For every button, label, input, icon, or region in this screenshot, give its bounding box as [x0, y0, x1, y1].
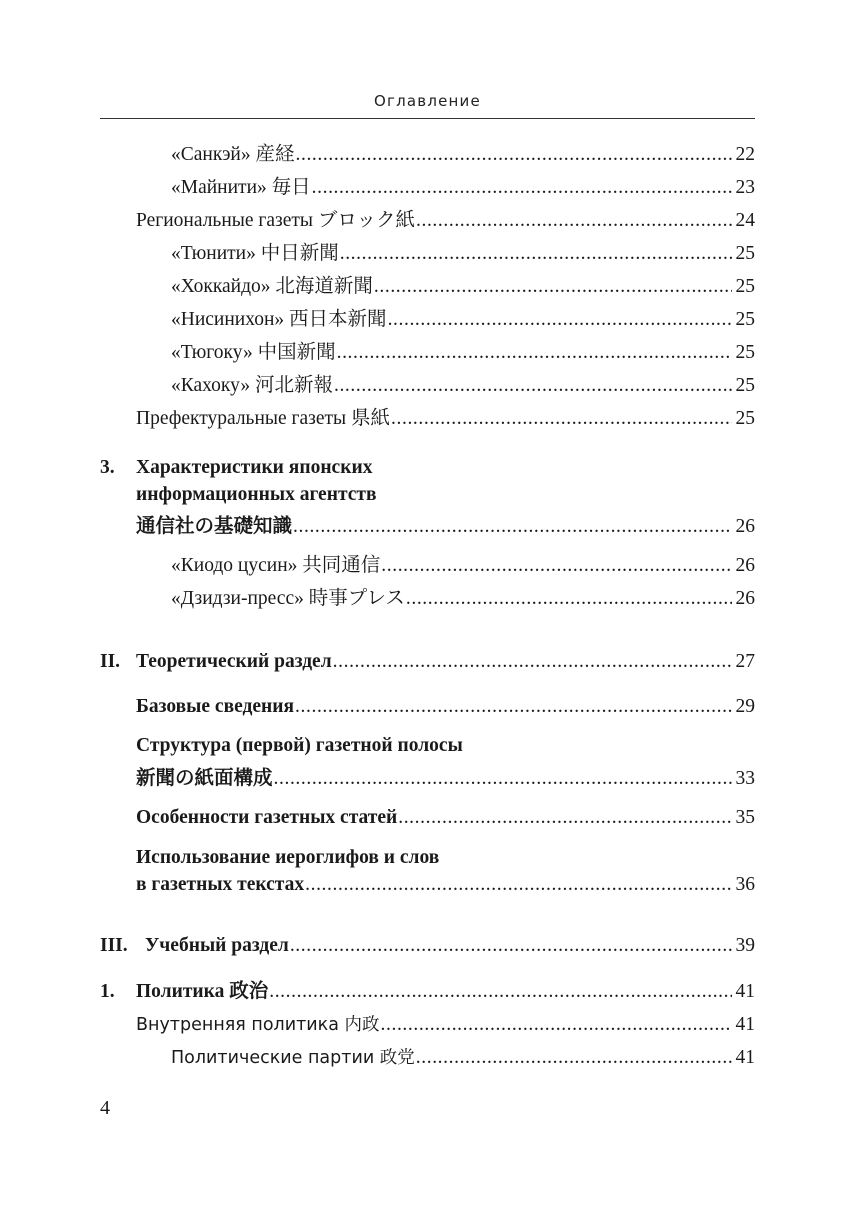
leader-dots	[305, 872, 731, 898]
toc-entry[interactable]	[100, 307, 755, 333]
toc-section-heading-line	[100, 845, 755, 871]
toc-entry-page: 24	[735, 210, 755, 231]
toc-entry[interactable]	[100, 649, 755, 675]
leader-dots	[337, 340, 732, 366]
toc-entry-page: 25	[735, 408, 755, 429]
toc-entry[interactable]	[100, 514, 755, 540]
toc-entry-title: Структура (первой) газетной полосы	[136, 735, 463, 756]
toc-entry-title: Характеристики японских	[136, 457, 373, 478]
toc-entry-title: Политика 政治	[136, 981, 269, 1002]
leader-dots	[381, 553, 731, 579]
toc-entry[interactable]	[100, 208, 755, 234]
toc-entry-title: Теоретический раздел	[136, 651, 332, 672]
toc-entry[interactable]	[100, 872, 755, 898]
toc-entry-page: 25	[735, 309, 755, 330]
toc-entry[interactable]	[100, 340, 755, 366]
toc-entry[interactable]	[100, 586, 755, 612]
leader-dots	[416, 208, 732, 234]
toc-entry-title: «Санкэй» 産経	[171, 144, 295, 165]
toc-entry-page: 27	[735, 651, 755, 672]
toc-entry-page: 29	[735, 696, 755, 717]
toc-entry-title: «Тюгоку» 中国新聞	[171, 342, 336, 363]
toc-entry-page: 26	[735, 516, 755, 537]
toc-entry-page: 26	[735, 588, 755, 609]
page-number: 4	[100, 1097, 110, 1119]
leader-dots	[274, 766, 732, 792]
leader-dots	[388, 307, 732, 333]
toc-entry-title: «Майнити» 毎日	[171, 177, 311, 198]
toc-entry[interactable]	[100, 406, 755, 432]
toc-entry-title: Региональные газеты ブロック紙	[136, 210, 415, 231]
toc-entry[interactable]	[100, 553, 755, 579]
toc-entry-page: 23	[735, 177, 755, 198]
leader-dots	[398, 805, 731, 831]
toc-section-number: 3.	[100, 457, 115, 478]
toc-entry-title: «Кахоку» 河北新報	[171, 375, 333, 396]
leader-dots	[416, 1045, 732, 1071]
toc-entry-page: 39	[735, 935, 755, 956]
leader-dots	[295, 694, 731, 720]
leader-dots	[391, 406, 731, 432]
toc-entry-page: 25	[735, 276, 755, 297]
leader-dots	[269, 979, 731, 1005]
toc-entry[interactable]	[100, 979, 755, 1005]
toc-entry-title: «Хоккайдо» 北海道新聞	[171, 276, 373, 297]
toc-entry[interactable]	[100, 1045, 755, 1071]
toc-entry-title: «Киодо цусин» 共同通信	[171, 555, 381, 576]
toc-entry-title: Учебный раздел	[145, 935, 289, 956]
toc-entry[interactable]	[100, 766, 755, 792]
toc-entry-title: Внутренняя политика 内政	[136, 1015, 380, 1035]
toc-entry[interactable]	[100, 933, 755, 959]
toc-entry[interactable]	[100, 1012, 755, 1038]
toc-entry-title: 新聞の紙面構成	[136, 768, 273, 789]
leader-dots	[290, 933, 732, 959]
toc-entry-page: 33	[735, 768, 755, 789]
leader-dots	[296, 142, 732, 168]
toc-section-heading[interactable]	[100, 455, 755, 481]
toc-entry[interactable]	[100, 175, 755, 201]
toc-entry-page: 41	[735, 981, 755, 1002]
leader-dots	[374, 274, 732, 300]
leader-dots	[381, 1012, 732, 1038]
toc-section-number: III.	[100, 935, 128, 956]
toc-entry-title: 通信社の基礎知識	[136, 516, 293, 537]
toc-entry-page: 25	[735, 243, 755, 264]
toc-entry-page: 41	[735, 1014, 755, 1035]
toc-entry-title: Префектуральные газеты 県紙	[136, 408, 391, 429]
toc-entry-title: Базовые сведения	[136, 696, 295, 717]
toc-entry-title: «Дзидзи-пресс» 時事プレス	[171, 588, 405, 609]
toc-section-heading-line	[100, 733, 755, 759]
toc-entry-title: Использование иероглифов и слов	[136, 847, 440, 868]
toc-entry-page: 41	[735, 1047, 755, 1068]
toc-entry-title: «Нисинихон» 西日本新聞	[171, 309, 387, 330]
toc-section-number: 1.	[100, 981, 115, 1002]
toc-entry[interactable]	[100, 805, 755, 831]
toc-entry-page: 25	[735, 375, 755, 396]
running-header: Оглавление	[374, 92, 481, 110]
toc-entry-page: 22	[735, 144, 755, 165]
toc-entry-title: «Тюнити» 中日新聞	[171, 243, 339, 264]
leader-dots	[334, 373, 732, 399]
toc-entry[interactable]	[100, 241, 755, 267]
toc-entry-title: в газетных текстах	[136, 874, 305, 895]
toc-entry-title: Особенности газетных статей	[136, 807, 398, 828]
toc-entry[interactable]	[100, 142, 755, 168]
toc-entry-page: 35	[735, 807, 755, 828]
header-rule	[100, 118, 755, 119]
toc-entry-page: 26	[735, 555, 755, 576]
leader-dots	[406, 586, 732, 612]
toc-section-heading-line	[100, 482, 755, 508]
leader-dots	[312, 175, 732, 201]
leader-dots	[293, 514, 731, 540]
toc-entry-page: 36	[735, 874, 755, 895]
toc-entry[interactable]	[100, 694, 755, 720]
toc-entry-page: 25	[735, 342, 755, 363]
toc-entry-title: информационных агентств	[136, 484, 377, 505]
leader-dots	[333, 649, 732, 675]
leader-dots	[340, 241, 732, 267]
toc-entry-title: Политические партии 政党	[171, 1048, 415, 1068]
toc-entry[interactable]	[100, 274, 755, 300]
toc-entry[interactable]	[100, 373, 755, 399]
toc-section-number: II.	[100, 651, 121, 672]
